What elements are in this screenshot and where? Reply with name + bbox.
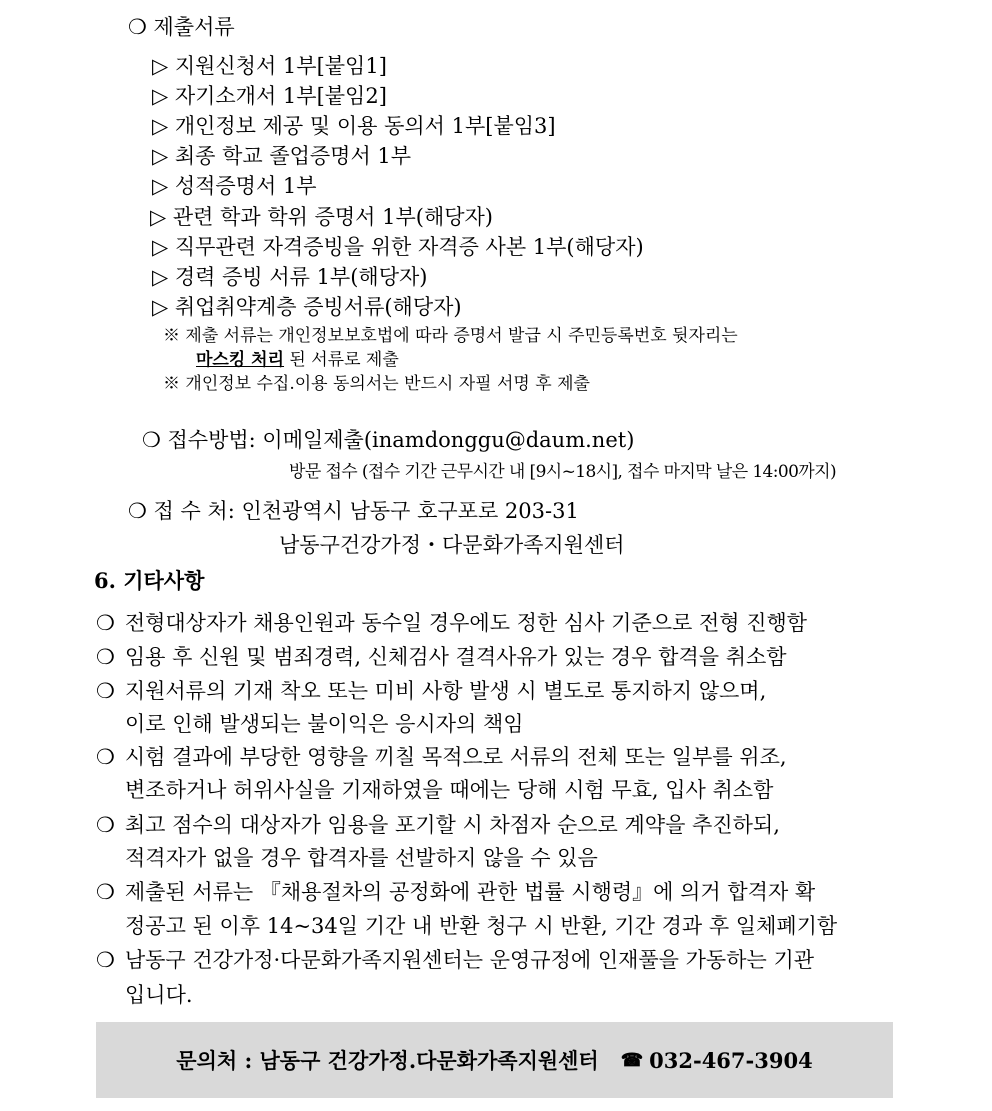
doc-item: ▷ 성적증명서 1부 <box>152 174 317 198</box>
phone-icon: ☎ <box>620 1049 644 1071</box>
note-masking-cont <box>196 352 399 369</box>
bullet-icon: ❍ <box>96 679 115 703</box>
method-email: 이메일제출(inamdonggu@daum.net) <box>262 428 635 452</box>
masking-emphasis: 마스킹 처리 <box>196 350 285 370</box>
doc-item: ▷ 취업취약계층 증빙서류(해당자) <box>152 295 462 319</box>
submission-heading: ❍ 제출서류 <box>128 15 235 39</box>
doc-item: ▷ 최종 학교 졸업증명서 1부 <box>152 144 412 168</box>
bullet-icon: ❍ <box>96 611 115 635</box>
place-center: 남동구건강가정・다문화가족지원센터 <box>279 533 625 557</box>
section6-item-cont: 입니다. <box>125 983 193 1007</box>
doc-item: ▷ 경력 증빙 서류 1부(해당자) <box>152 265 428 289</box>
bullet-icon: ❍ <box>96 880 115 904</box>
note-masking: ※ 제출 서류는 개인정보보호법에 따라 증명서 발급 시 주민등록번호 뒷자리는 <box>163 326 738 346</box>
section6-item: ❍ 제출된 서류는 『채용절차의 공정화에 관한 법률 시행령』에 의거 합격자 확 <box>96 880 816 904</box>
section6-item: ❍ 최고 점수의 대상자가 임용을 포기할 시 차점자 순으로 계약을 추진하되, <box>96 813 780 837</box>
contact-label: 문의처 : 남동구 건강가정.다문화가족지원센터 <box>176 1048 599 1073</box>
section6-item: ❍ 남동구 건강가정·다문화가족지원센터는 운영규정에 인재풀을 가동하는 기관 <box>96 948 815 972</box>
section6-item: ❍ 시험 결과에 부당한 영향을 끼칠 목적으로 서류의 전체 또는 일부를 위조, <box>96 745 787 769</box>
section6-item-cont: 정공고 된 이후 14~34일 기간 내 반환 청구 시 반환, 기간 경과 후 일체폐기함 <box>125 914 838 938</box>
bullet-icon: ❍ <box>96 813 115 837</box>
section6-item-cont: 적격자가 없을 경우 합격자를 선발하지 않을 수 있음 <box>125 846 598 870</box>
reception-method <box>142 430 634 451</box>
section6-item: ❍ 지원서류의 기재 착오 또는 미비 사항 발생 시 별도로 통지하지 않으며, <box>96 679 767 703</box>
section6-item: ❍ 전형대상자가 채용인원과 동수일 경우에도 정한 심사 기준으로 전형 진행함 <box>96 611 808 635</box>
place-label: ❍ 접 수 처: <box>128 499 242 523</box>
section6-item-cont: 변조하거나 허위사실을 기재하였을 때에는 당해 시험 무효, 입사 취소함 <box>125 778 774 802</box>
doc-item: ▷ 관련 학과 학위 증명서 1부(해당자) <box>150 205 493 229</box>
doc-item: ▷ 개인정보 제공 및 이용 동의서 1부[붙임3] <box>152 114 556 138</box>
method-label: ❍ 접수방법: <box>142 428 263 452</box>
note-signature: ※ 개인정보 수집.이용 동의서는 반드시 자필 서명 후 제출 <box>163 374 590 394</box>
doc-item: ▷ 자기소개서 1부[붙임2] <box>152 84 387 108</box>
section6-item-cont: 이로 인해 발생되는 불이익은 응시자의 책임 <box>125 712 524 736</box>
place-address: 인천광역시 남동구 호구포로 203-31 <box>241 499 579 523</box>
doc-item: ▷ 지원신청서 1부[붙임1] <box>152 54 387 78</box>
contact-box <box>96 1022 893 1098</box>
bullet-icon: ❍ <box>96 645 115 669</box>
bullet-icon: ❍ <box>96 948 115 972</box>
section6-item: ❍ 임용 후 신원 및 범죄경력, 신체검사 결격사유가 있는 경우 합격을 취소함 <box>96 645 787 669</box>
contact-phone: 032-467-3904 <box>649 1047 813 1073</box>
bullet-icon: ❍ <box>96 745 115 769</box>
section6-title: 6. 기타사항 <box>94 568 205 593</box>
doc-item: ▷ 직무관련 자격증빙을 위한 자격증 사본 1부(해당자) <box>152 235 644 259</box>
reception-place <box>128 501 579 522</box>
method-visit: 방문 접수 (접수 기간 근무시간 내 [9시~18시], 접수 마지막 날은 14:00까지) <box>289 462 836 482</box>
note-masking-rest: 된 서류로 제출 <box>284 350 399 370</box>
